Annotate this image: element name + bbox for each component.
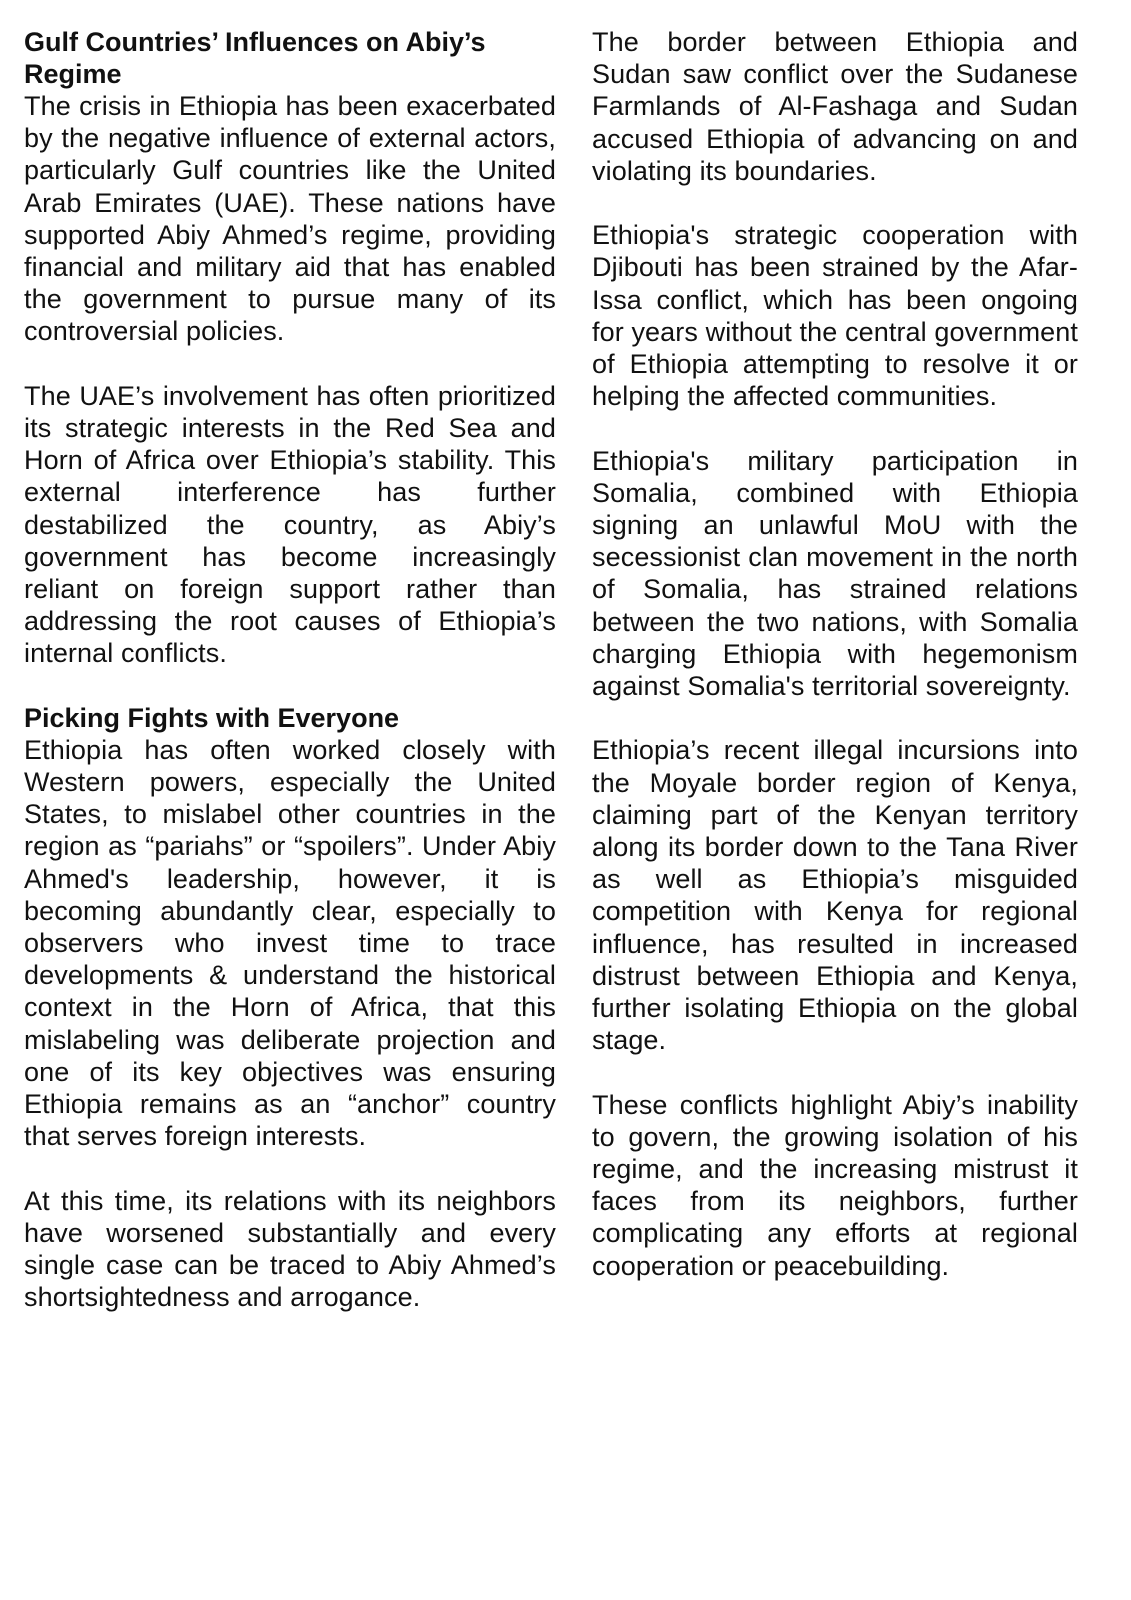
paragraph-sudan: The border between Ethiopia and Sudan saw conflict over the Sudanese Farmlands of Al-Fashaga and Sudan accused Ethiopia of advancing on and violating its boundaries. bbox=[592, 27, 1078, 186]
paragraph-kenya: Ethiopia’s recent illegal incursions into the Moyale border region of Kenya, claiming part of the Kenyan territory along its border down to the Tana River as well as Ethiopia’s misguided competition with Kenya for regional influence, has resulted in increased distrust between Ethiopia and Kenya, further isolating Ethiopia on the global stage. bbox=[592, 735, 1078, 1056]
paragraph-conclusion: These conflicts highlight Abiy’s inability to govern, the growing isolation of his regime, and the increasing mistrust it faces from its neighbors, further complicating any efforts at regional cooperation or peacebuilding. bbox=[592, 1089, 1078, 1281]
paragraph: The crisis in Ethiopia has been exacerbated by the negative influence of external actors, particularly Gulf countries like the United Arab Emirates (UAE). These nations have supported Abiy Ahmed’s regime, providing financial and military aid that has enabled the government to pursue many of its controversial policies. bbox=[24, 91, 556, 347]
paragraph: At this time, its relations with its neighbors have worsened substantially and every single case can be traced to Abiy Ahmed’s shortsightedness and arrogance. bbox=[24, 1185, 556, 1313]
left-column bbox=[24, 26, 556, 1313]
section-heading-gulf-influences: Gulf Countries’ Influences on Abiy’s Regime bbox=[24, 27, 486, 89]
right-column bbox=[592, 26, 1078, 1282]
paragraph: The UAE’s involvement has often prioritized its strategic interests in the Red Sea and Horn of Africa over Ethiopia’s stability. This external interference has further destabilized the country, as Abiy’s government has become increasingly reliant on foreign support rather than addressing the root causes of Ethiopia’s internal conflicts. bbox=[24, 380, 556, 669]
paragraph-djibouti: Ethiopia's strategic cooperation with Djibouti has been strained by the Afar-Issa conflict, which has been ongoing for years without the central government of Ethiopia attempting to resolve it or helping the affected communities. bbox=[592, 220, 1078, 412]
paragraph-somalia: Ethiopia's military participation in Somalia, combined with Ethiopia signing an unlawful MoU with the secessionist clan movement in the north of Somalia, has strained relations between the two nations, with Somalia charging Ethiopia with hegemonism against Somalia's territorial sovereignty. bbox=[592, 445, 1078, 702]
section-heading-picking-fights: Picking Fights with Everyone bbox=[24, 702, 400, 733]
paragraph: Ethiopia has often worked closely with Western powers, especially the United States, to mislabel other countries in the region as “pariahs” or “spoilers”. Under Abiy Ahmed's leadership, however, it is becoming abundantly clear, especially to observers who invest time to trace developments & understand the historical context in the Horn of Africa, that this mislabeling was deliberate projection and one of its key objectives was ensuring Ethiopia remains as an “anchor” country that serves foreign interests. bbox=[24, 734, 556, 1152]
